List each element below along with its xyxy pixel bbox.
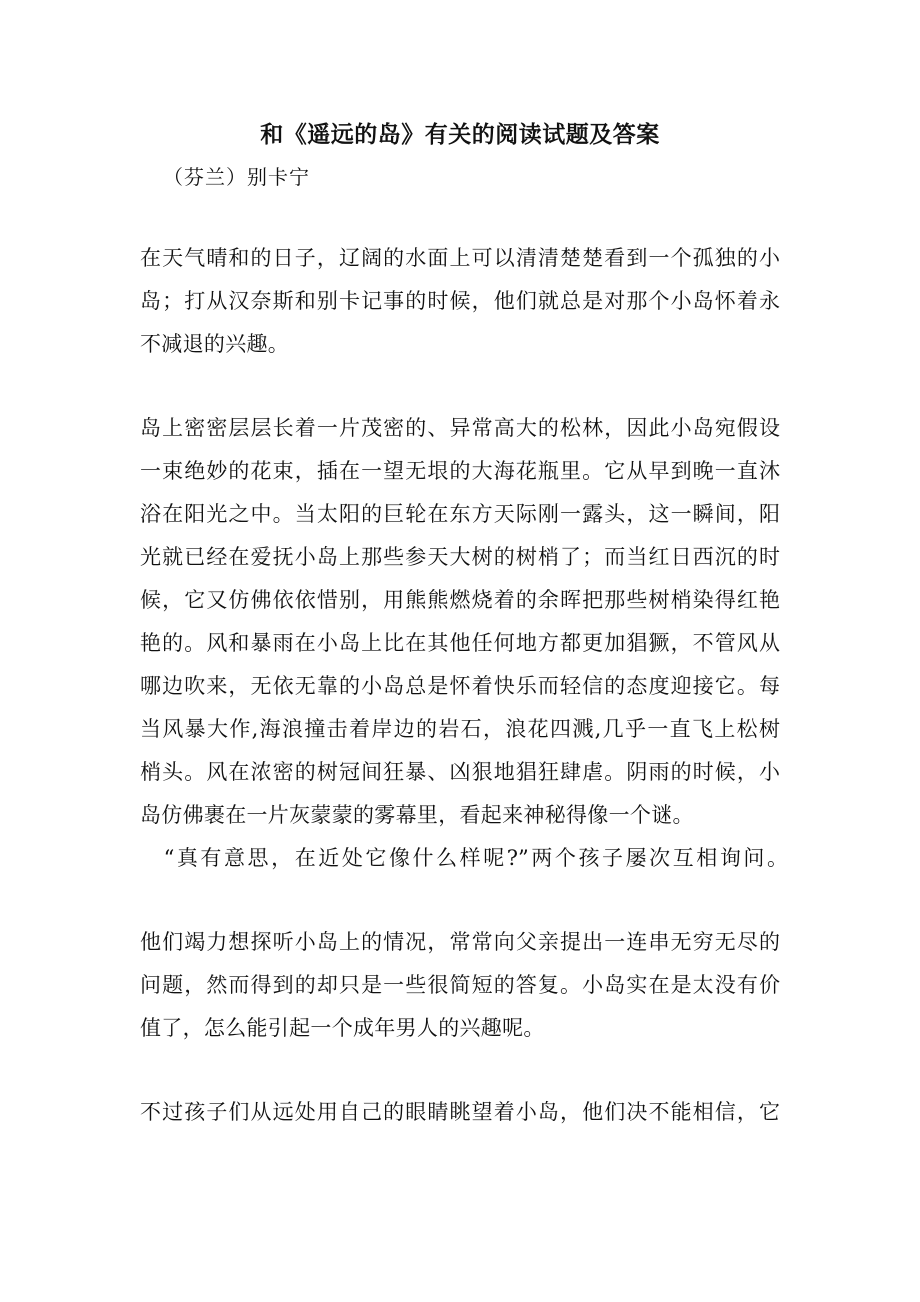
text-line: 梢头。风在浓密的树冠间狂暴、凶狠地猖狂肆虐。阴雨的时候，小 xyxy=(140,760,780,784)
text-line: 岛仿佛裹在一片灰蒙蒙的雾幕里，看起来神秘得像一个谜。 xyxy=(140,803,694,827)
text-line: 在天气晴和的日子，辽阔的水面上可以清清楚楚看到一个孤独的小 xyxy=(140,246,780,270)
text-line: 候，它又仿佛依依惜别，用熊熊燃烧着的余晖把那些树梢染得红艳 xyxy=(140,588,780,612)
text-line: 哪边吹来，无依无靠的小岛总是怀着快乐而轻信的态度迎接它。每 xyxy=(140,674,780,698)
text-line: 浴在阳光之中。当太阳的巨轮在东方天际刚一露头，这一瞬间，阳 xyxy=(140,502,780,526)
text-line: 一束绝妙的花束，插在一望无垠的大海花瓶里。它从早到晚一直沐 xyxy=(140,459,780,483)
text-line: 艳的。风和暴雨在小岛上比在其他任何地方都更加猖獗，不管风从 xyxy=(140,631,780,655)
document-title: 和《遥远的岛》有关的阅读试题及答案 xyxy=(260,121,660,148)
text-line: 当风暴大作,海浪撞击着岸边的岩石，浪花四溅,几乎一直飞上松树 xyxy=(140,717,780,741)
text-line: 光就已经在爱抚小岛上那些参天大树的树梢了；而当红日西沉的时 xyxy=(140,545,780,569)
text-line: “真有意思，在近处它像什么样呢?”两个孩子屡次互相询问。 xyxy=(140,846,788,870)
text-line: 问题，然而得到的却只是一些很简短的答复。小岛实在是太没有价 xyxy=(140,973,780,997)
text-line: 岛上密密层层长着一片茂密的、异常高大的松林，因此小岛宛假设 xyxy=(140,416,780,440)
text-line: 值了，怎么能引起一个成年男人的兴趣呢。 xyxy=(140,1016,545,1040)
text-line: 岛；打从汉奈斯和别卡记事的时候，他们就总是对那个小岛怀着永 xyxy=(140,289,780,313)
text-line: 不过孩子们从远处用自己的眼睛眺望着小岛，他们决不能相信，它 xyxy=(140,1100,780,1124)
text-line: 不减退的兴趣。 xyxy=(140,332,290,356)
author-line: （芬兰）别卡宁 xyxy=(163,165,310,189)
text-line: 他们竭力想探听小岛上的情况，常常向父亲提出一连串无穷无尽的 xyxy=(140,930,780,954)
